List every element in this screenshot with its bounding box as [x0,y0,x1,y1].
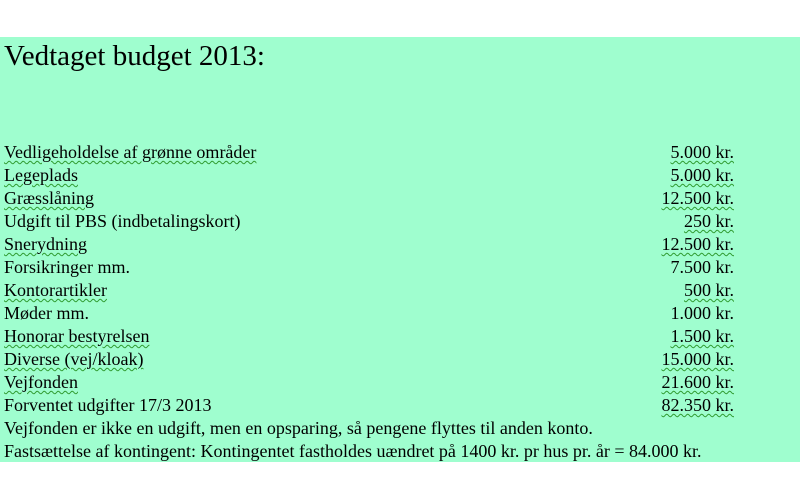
budget-item-amount: 5.000 kr. [670,165,734,185]
budget-item-label: Udgift til PBS (indbetalingskort) [4,211,241,231]
budget-row [4,233,764,256]
budget-item-amount: 7.500 kr. [670,257,734,277]
budget-item-label: Honorar bestyrelsen [4,326,150,346]
budget-item-amount: 12.500 kr. [661,234,734,254]
budget-item-label: Vedligeholdelse af grønne områder [4,142,257,162]
budget-item-label: Græsslåning [4,188,94,208]
document-title: Vedtaget budget 2013: [4,40,265,72]
budget-total-row [4,394,764,417]
budget-row [4,141,764,164]
budget-row [4,256,764,279]
budget-total-label: Forventet udgifter 17/3 2013 [4,395,212,415]
budget-item-label: Snerydning [4,234,87,254]
budget-item-label: Møder mm. [4,303,89,323]
budget-row [4,348,764,371]
budget-item-label: Vejfonden [4,372,78,392]
budget-item-amount: 15.000 kr. [661,349,734,369]
budget-row [4,325,764,348]
budget-total-amount: 82.350 kr. [661,395,734,415]
vejfonden-note: Vejfonden er ikke en udgift, men en opsparing, så pengene flyttes til anden konto. [4,418,593,438]
budget-row [4,302,764,325]
budget-item-label: Forsikringer mm. [4,257,130,277]
budget-row [4,279,764,302]
document-text-box [0,37,800,462]
budget-item-amount: 1.000 kr. [670,303,734,323]
budget-row [4,210,764,233]
budget-row [4,371,764,394]
budget-item-amount: 12.500 kr. [661,188,734,208]
budget-row [4,164,764,187]
budget-item-label: Legeplads [4,165,78,185]
budget-row [4,187,764,210]
kontingent-note: Fastsættelse af kontingent: Kontingentet fastholdes uændret på 1400 kr. pr hus pr. år = 84.000 kr. [4,441,702,461]
budget-item-label: Kontorartikler [4,280,107,300]
budget-item-label: Diverse (vej/kloak) [4,349,144,369]
budget-item-amount: 1.500 kr. [670,326,734,346]
budget-item-amount: 5.000 kr. [670,142,734,162]
budget-item-amount: 250 kr. [683,211,734,231]
budget-item-amount: 500 kr. [683,280,734,300]
budget-list [4,141,764,417]
budget-item-amount: 21.600 kr. [661,372,734,392]
